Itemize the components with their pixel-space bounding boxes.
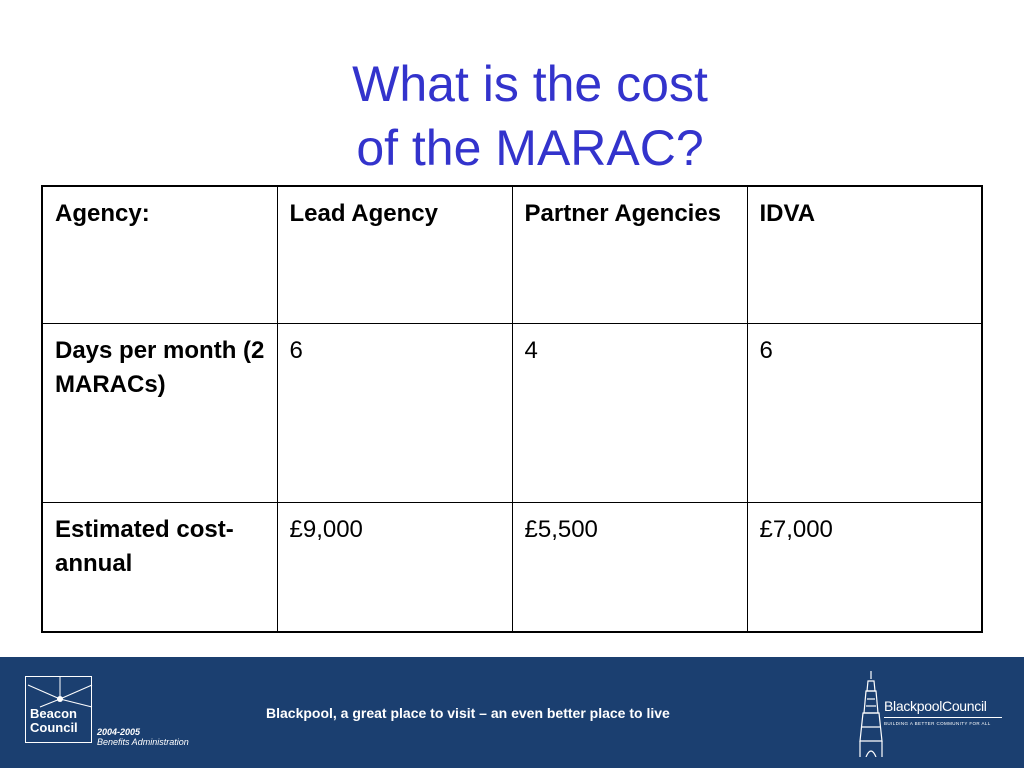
logo-divider xyxy=(884,717,1002,718)
table-cell: £5,500 xyxy=(512,503,747,633)
header-cell-idva: IDVA xyxy=(747,186,982,324)
footer-slogan: Blackpool, a great place to visit – an even better place to live xyxy=(266,705,670,721)
table-row xyxy=(42,503,982,633)
blackpool-council-logo xyxy=(880,695,1004,739)
header-cell-agency: Agency: xyxy=(42,186,277,324)
table-cell: 4 xyxy=(512,324,747,503)
title-line-2: of the MARAC? xyxy=(356,120,704,176)
beacon-name-line-2: Council xyxy=(30,720,78,735)
row-label-days: Days per month (2 MARACs) xyxy=(42,324,277,503)
table-row xyxy=(42,324,982,503)
beacon-year: 2004-2005 xyxy=(97,727,141,737)
footer-bar xyxy=(0,657,1024,768)
title-line-1: What is the cost xyxy=(352,56,708,112)
table-header-row xyxy=(42,186,982,324)
beacon-council-logo xyxy=(25,676,92,743)
slide-title xyxy=(0,52,1024,180)
table-cell: £9,000 xyxy=(277,503,512,633)
table-cell: 6 xyxy=(747,324,982,503)
table-cell: 6 xyxy=(277,324,512,503)
header-cell-partner-agencies: Partner Agencies xyxy=(512,186,747,324)
blackpool-council-tagline: BUILDING A BETTER COMMUNITY FOR ALL xyxy=(884,721,991,726)
beacon-name-line-1: Beacon xyxy=(30,706,77,721)
blackpool-council-name: BlackpoolCouncil xyxy=(884,698,987,714)
table-cell: £7,000 xyxy=(747,503,982,633)
beacon-subtitle: Benefits Administration xyxy=(97,737,189,747)
cost-table xyxy=(41,185,983,633)
header-cell-lead-agency: Lead Agency xyxy=(277,186,512,324)
row-label-cost: Estimated cost- annual xyxy=(42,503,277,633)
